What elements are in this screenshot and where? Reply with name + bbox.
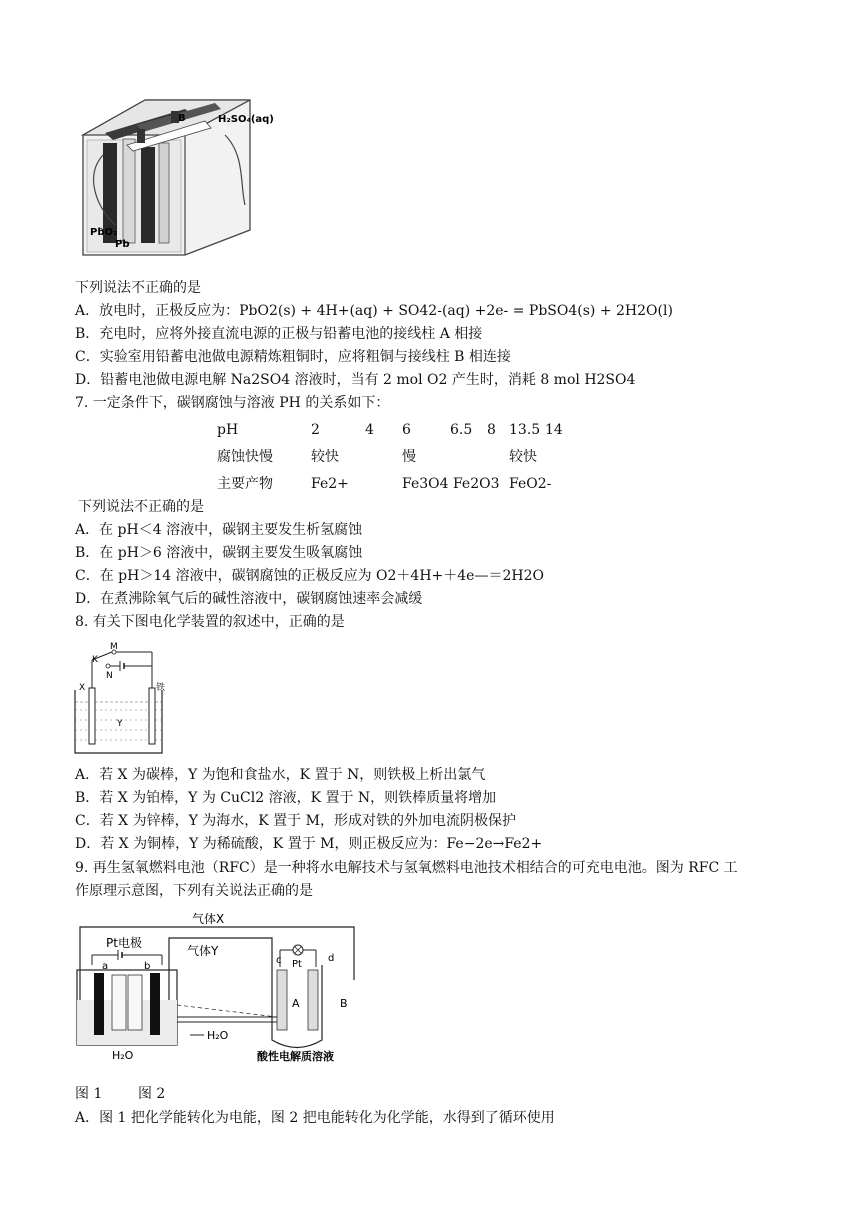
label-pbo2: PbO₂ <box>90 227 118 238</box>
q7-sub-stem: 下列说法不正确的是 <box>78 499 204 515</box>
table-cell: 8 <box>487 422 496 438</box>
q6-option-a: A．放电时，正极反应为：PbO2(s) + 4H+(aq) + SO42-(aq) +2e- = PbSO4(s) + 2H2O(l) <box>75 303 673 319</box>
label-big-b: B <box>340 997 348 1010</box>
table-cell: FeO2- <box>509 476 552 492</box>
q6-option-b: B．充电时，应将外接直流电源的正极与铅蓄电池的接线柱 A 相接 <box>75 326 483 342</box>
q9-stem-line1: 9. 再生氢氧燃料电池（RFC）是一种将水电解技术与氢氧燃料电池技术相结合的可充电电池。图为 RFC 工 <box>75 860 738 876</box>
q7-option-c: C．在 pH＞14 溶液中，碳钢腐蚀的正极反应为 O2＋4H+＋4e—＝2H2O <box>75 568 544 584</box>
label-iron: 铁 <box>156 683 166 693</box>
label-b: b <box>144 961 151 972</box>
label-big-a: A <box>292 997 300 1010</box>
label-pb: Pb <box>115 239 130 250</box>
label-n: N <box>106 671 113 681</box>
table-cell: 较快 <box>509 449 537 465</box>
electrochemical-cell-figure <box>72 640 167 758</box>
q7-stem: 7. 一定条件下，碳钢腐蚀与溶液 PH 的关系如下： <box>75 395 390 411</box>
q8-option-a: A．若 X 为碳棒，Y 为饱和食盐水，K 置于 N，则铁极上析出氯气 <box>75 767 486 783</box>
q9-figure-labels: 图 1 图 2 <box>75 1086 166 1102</box>
table-cell: 6.5 <box>450 422 473 438</box>
label-gas-x: 气体X <box>192 912 225 926</box>
label-pt-electrode: Pt电极 <box>106 936 142 950</box>
q8-option-c: C．若 X 为锌棒，Y 为海水，K 置于 M，形成对铁的外加电流阴极保护 <box>75 813 516 829</box>
label-c: c <box>276 955 282 966</box>
q8-option-b: B．若 X 为铂棒，Y 为 CuCl2 溶液，K 置于 N，则铁棒质量将增加 <box>75 790 497 806</box>
table-cell: Fe2+ <box>311 476 349 492</box>
table-cell: 6 <box>402 422 411 438</box>
q7-option-a: A．在 pH＜4 溶液中，碳钢主要发生析氢腐蚀 <box>75 522 363 538</box>
table-cell: Fe3O4 Fe2O3 <box>402 476 500 492</box>
q6-option-d: D．铅蓄电池做电源电解 Na2SO4 溶液时，当有 2 mol O2 产生时，消耗 8 mol H2SO4 <box>75 372 636 388</box>
table-cell: 14 <box>545 422 563 438</box>
label-water-flow: H₂O <box>207 1029 229 1042</box>
label-x: X <box>79 683 86 693</box>
lead-acid-battery-figure <box>75 95 290 265</box>
q7-option-d: D．在煮沸除氧气后的碱性溶液中，碳钢腐蚀速率会减缓 <box>75 591 423 607</box>
table-cell: pH <box>217 422 239 438</box>
label-d: d <box>328 953 335 964</box>
table-cell: 慢 <box>402 449 416 465</box>
q6-option-c: C．实验室用铅蓄电池做电源精炼粗铜时，应将粗铜与接线柱 B 相连接 <box>75 349 511 365</box>
q9-stem-line2: 作原理示意图，下列有关说法正确的是 <box>75 883 313 899</box>
table-cell: 腐蚀快慢 <box>217 449 273 465</box>
rfc-figure <box>72 905 367 1065</box>
label-m: M <box>110 642 118 652</box>
q7-option-b: B．在 pH＞6 溶液中，碳钢主要发生吸氧腐蚀 <box>75 545 363 561</box>
label-y: Y <box>117 719 123 729</box>
table-cell: 主要产物 <box>217 476 273 492</box>
table-cell: 2 <box>311 422 320 438</box>
table-cell: 4 <box>365 422 374 438</box>
q9-option-a: A．图 1 把化学能转化为电能，图 2 把电能转化为化学能，水得到了循环使用 <box>75 1110 555 1126</box>
q8-stem: 8. 有关下图电化学装置的叙述中，正确的是 <box>75 614 345 630</box>
q6-stem: 下列说法不正确的是 <box>75 280 201 296</box>
label-pt: Pt <box>292 959 302 970</box>
table-cell: 较快 <box>311 449 339 465</box>
label-a: a <box>102 961 109 972</box>
table-cell: 13.5 <box>509 422 541 438</box>
label-k: K <box>92 655 98 665</box>
label-acid-electrolyte: 酸性电解质溶液 <box>257 1050 334 1063</box>
label-b: B <box>178 113 186 124</box>
q8-option-d: D．若 X 为铜棒，Y 为稀硫酸，K 置于 M，则正极反应为：Fe−2e→Fe2+ <box>75 836 543 852</box>
label-gas-y: 气体Y <box>187 944 219 958</box>
label-acid: H₂SO₄(aq) <box>218 114 274 125</box>
label-water-left: H₂O <box>112 1049 134 1062</box>
